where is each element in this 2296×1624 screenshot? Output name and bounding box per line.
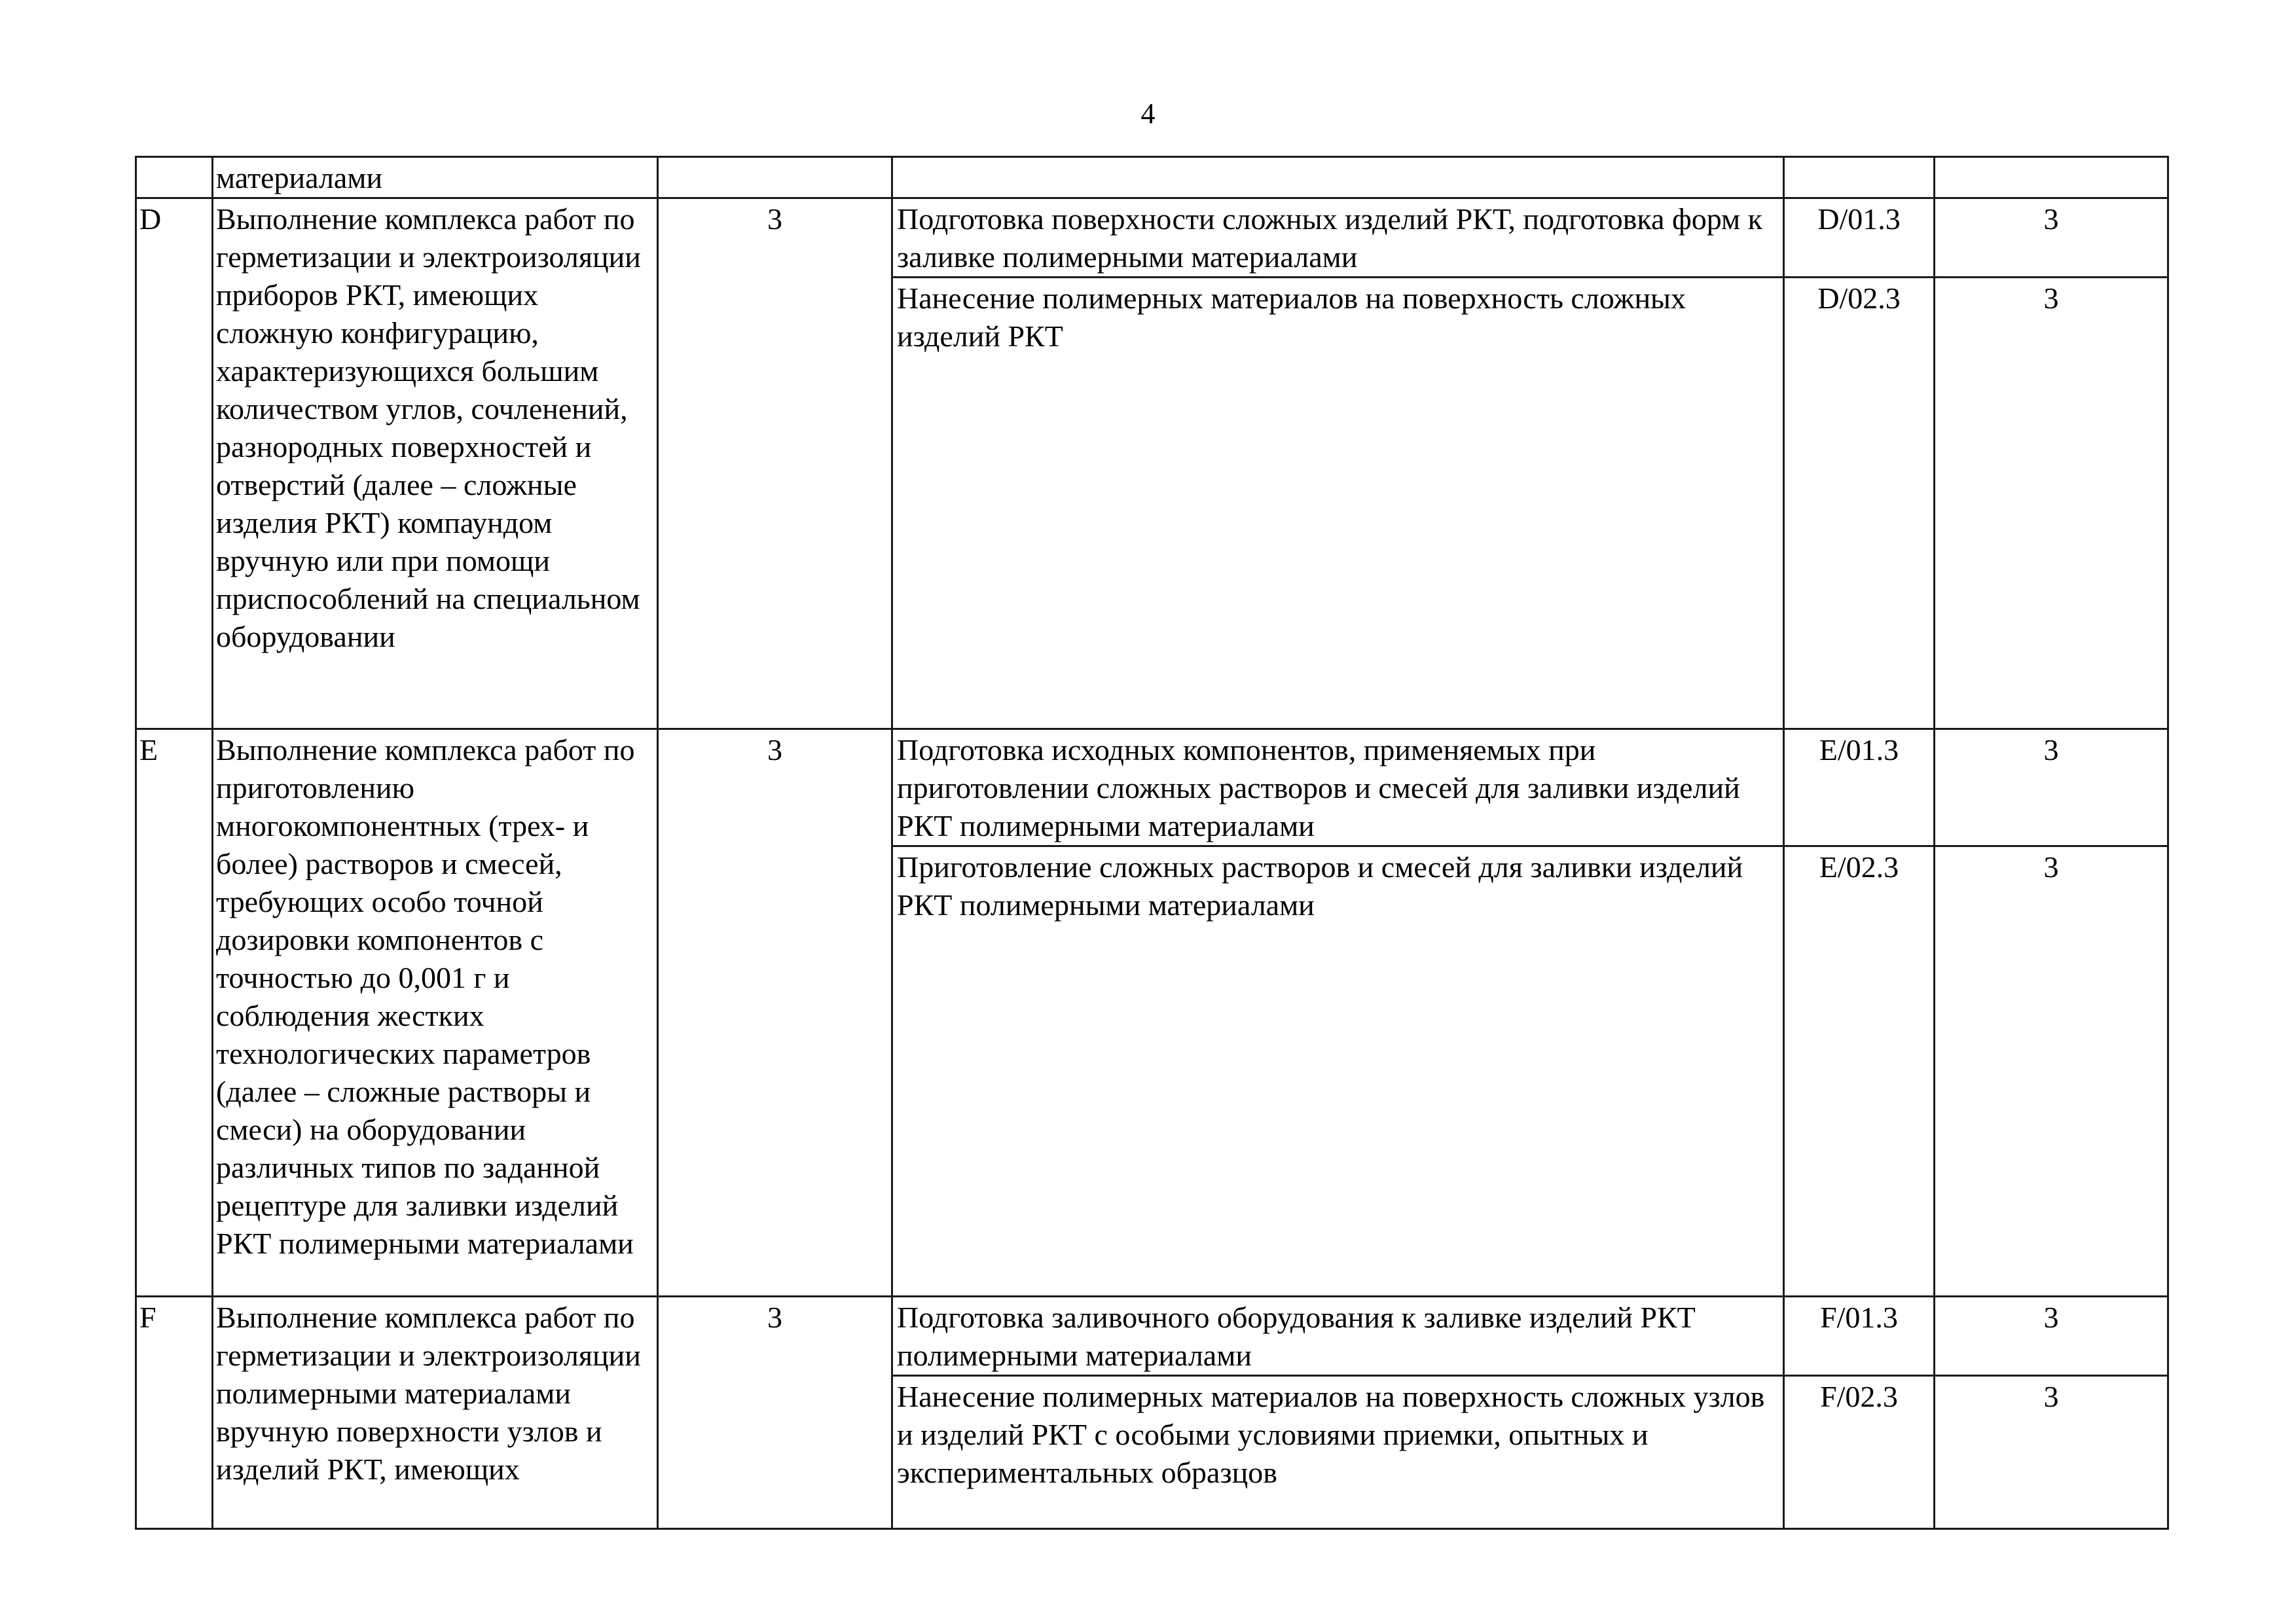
- labor-function-level: 3: [1935, 729, 2168, 846]
- generalized-function-name: материалами: [213, 157, 658, 198]
- generalized-function-name: Выполнение комплекса работ по приготовлению многокомпонентных (трех- и более) растворов и смесей, требующих особо точной дозировки компонентов с точностью до 0,001 г и соблюдения жестких технологических параметров (далее – сложные растворы и смеси) на оборудовании различных типов по заданной рецептуре для заливки изделий РКТ полимерными материалами: [213, 729, 658, 1297]
- labor-function-code: D/02.3: [1784, 278, 1935, 729]
- labor-function-level: 3: [1935, 198, 2168, 278]
- labor-function-name: [892, 157, 1784, 198]
- table-row: [136, 157, 2168, 198]
- labor-function-name: Подготовка заливочного оборудования к заливке изделий РКТ полимерными материалами: [892, 1297, 1784, 1376]
- generalized-function-name: Выполнение комплекса работ по герметизации и электроизоляции полимерными материалами вручную поверхности узлов и изделий РКТ, имеющих: [213, 1297, 658, 1529]
- table-row: [136, 198, 2168, 278]
- generalized-function-name: Выполнение комплекса работ по герметизации и электроизоляции приборов РКТ, имеющих сложную конфигурацию, характеризующихся большим количеством углов, сочленений, разнородных поверхностей и отверстий (далее – сложные изделия РКТ) компаундом вручную или при помощи приспособлений на специальном оборудовании: [213, 198, 658, 729]
- qualification-level: 3: [658, 729, 892, 1297]
- labor-function-level: 3: [1935, 1297, 2168, 1376]
- labor-function-name: Подготовка поверхности сложных изделий РКТ, подготовка форм к заливке полимерными материалами: [892, 198, 1784, 278]
- labor-function-level: 3: [1935, 846, 2168, 1297]
- labor-function-code: E/02.3: [1784, 846, 1935, 1297]
- labor-function-name: Нанесение полимерных материалов на поверхность сложных изделий РКТ: [892, 278, 1784, 729]
- page-number: 4: [1140, 98, 1156, 130]
- table-row: [136, 1297, 2168, 1376]
- labor-function-code: F/01.3: [1784, 1297, 1935, 1376]
- generalized-function-code: [136, 157, 213, 198]
- qualification-level: [658, 157, 892, 198]
- labor-function-level: [1935, 157, 2168, 198]
- labor-function-level: 3: [1935, 1376, 2168, 1529]
- qualification-level: 3: [658, 1297, 892, 1529]
- labor-function-name: Подготовка исходных компонентов, применяемых при приготовлении сложных растворов и смесей для заливки изделий РКТ полимерными материалами: [892, 729, 1784, 846]
- labor-function-code: [1784, 157, 1935, 198]
- labor-function-name: Приготовление сложных растворов и смесей для заливки изделий РКТ полимерными материалами: [892, 846, 1784, 1297]
- labor-function-code: D/01.3: [1784, 198, 1935, 278]
- labor-function-level: 3: [1935, 278, 2168, 729]
- generalized-function-code: E: [136, 729, 213, 1297]
- generalized-function-code: F: [136, 1297, 213, 1529]
- generalized-function-code: D: [136, 198, 213, 729]
- functions-table: [135, 156, 2169, 1530]
- labor-function-name: Нанесение полимерных материалов на поверхность сложных узлов и изделий РКТ с особыми условиями приемки, опытных и экспериментальных образцов: [892, 1376, 1784, 1529]
- labor-function-code: E/01.3: [1784, 729, 1935, 846]
- qualification-level: 3: [658, 198, 892, 729]
- labor-function-code: F/02.3: [1784, 1376, 1935, 1529]
- table-row: [136, 729, 2168, 846]
